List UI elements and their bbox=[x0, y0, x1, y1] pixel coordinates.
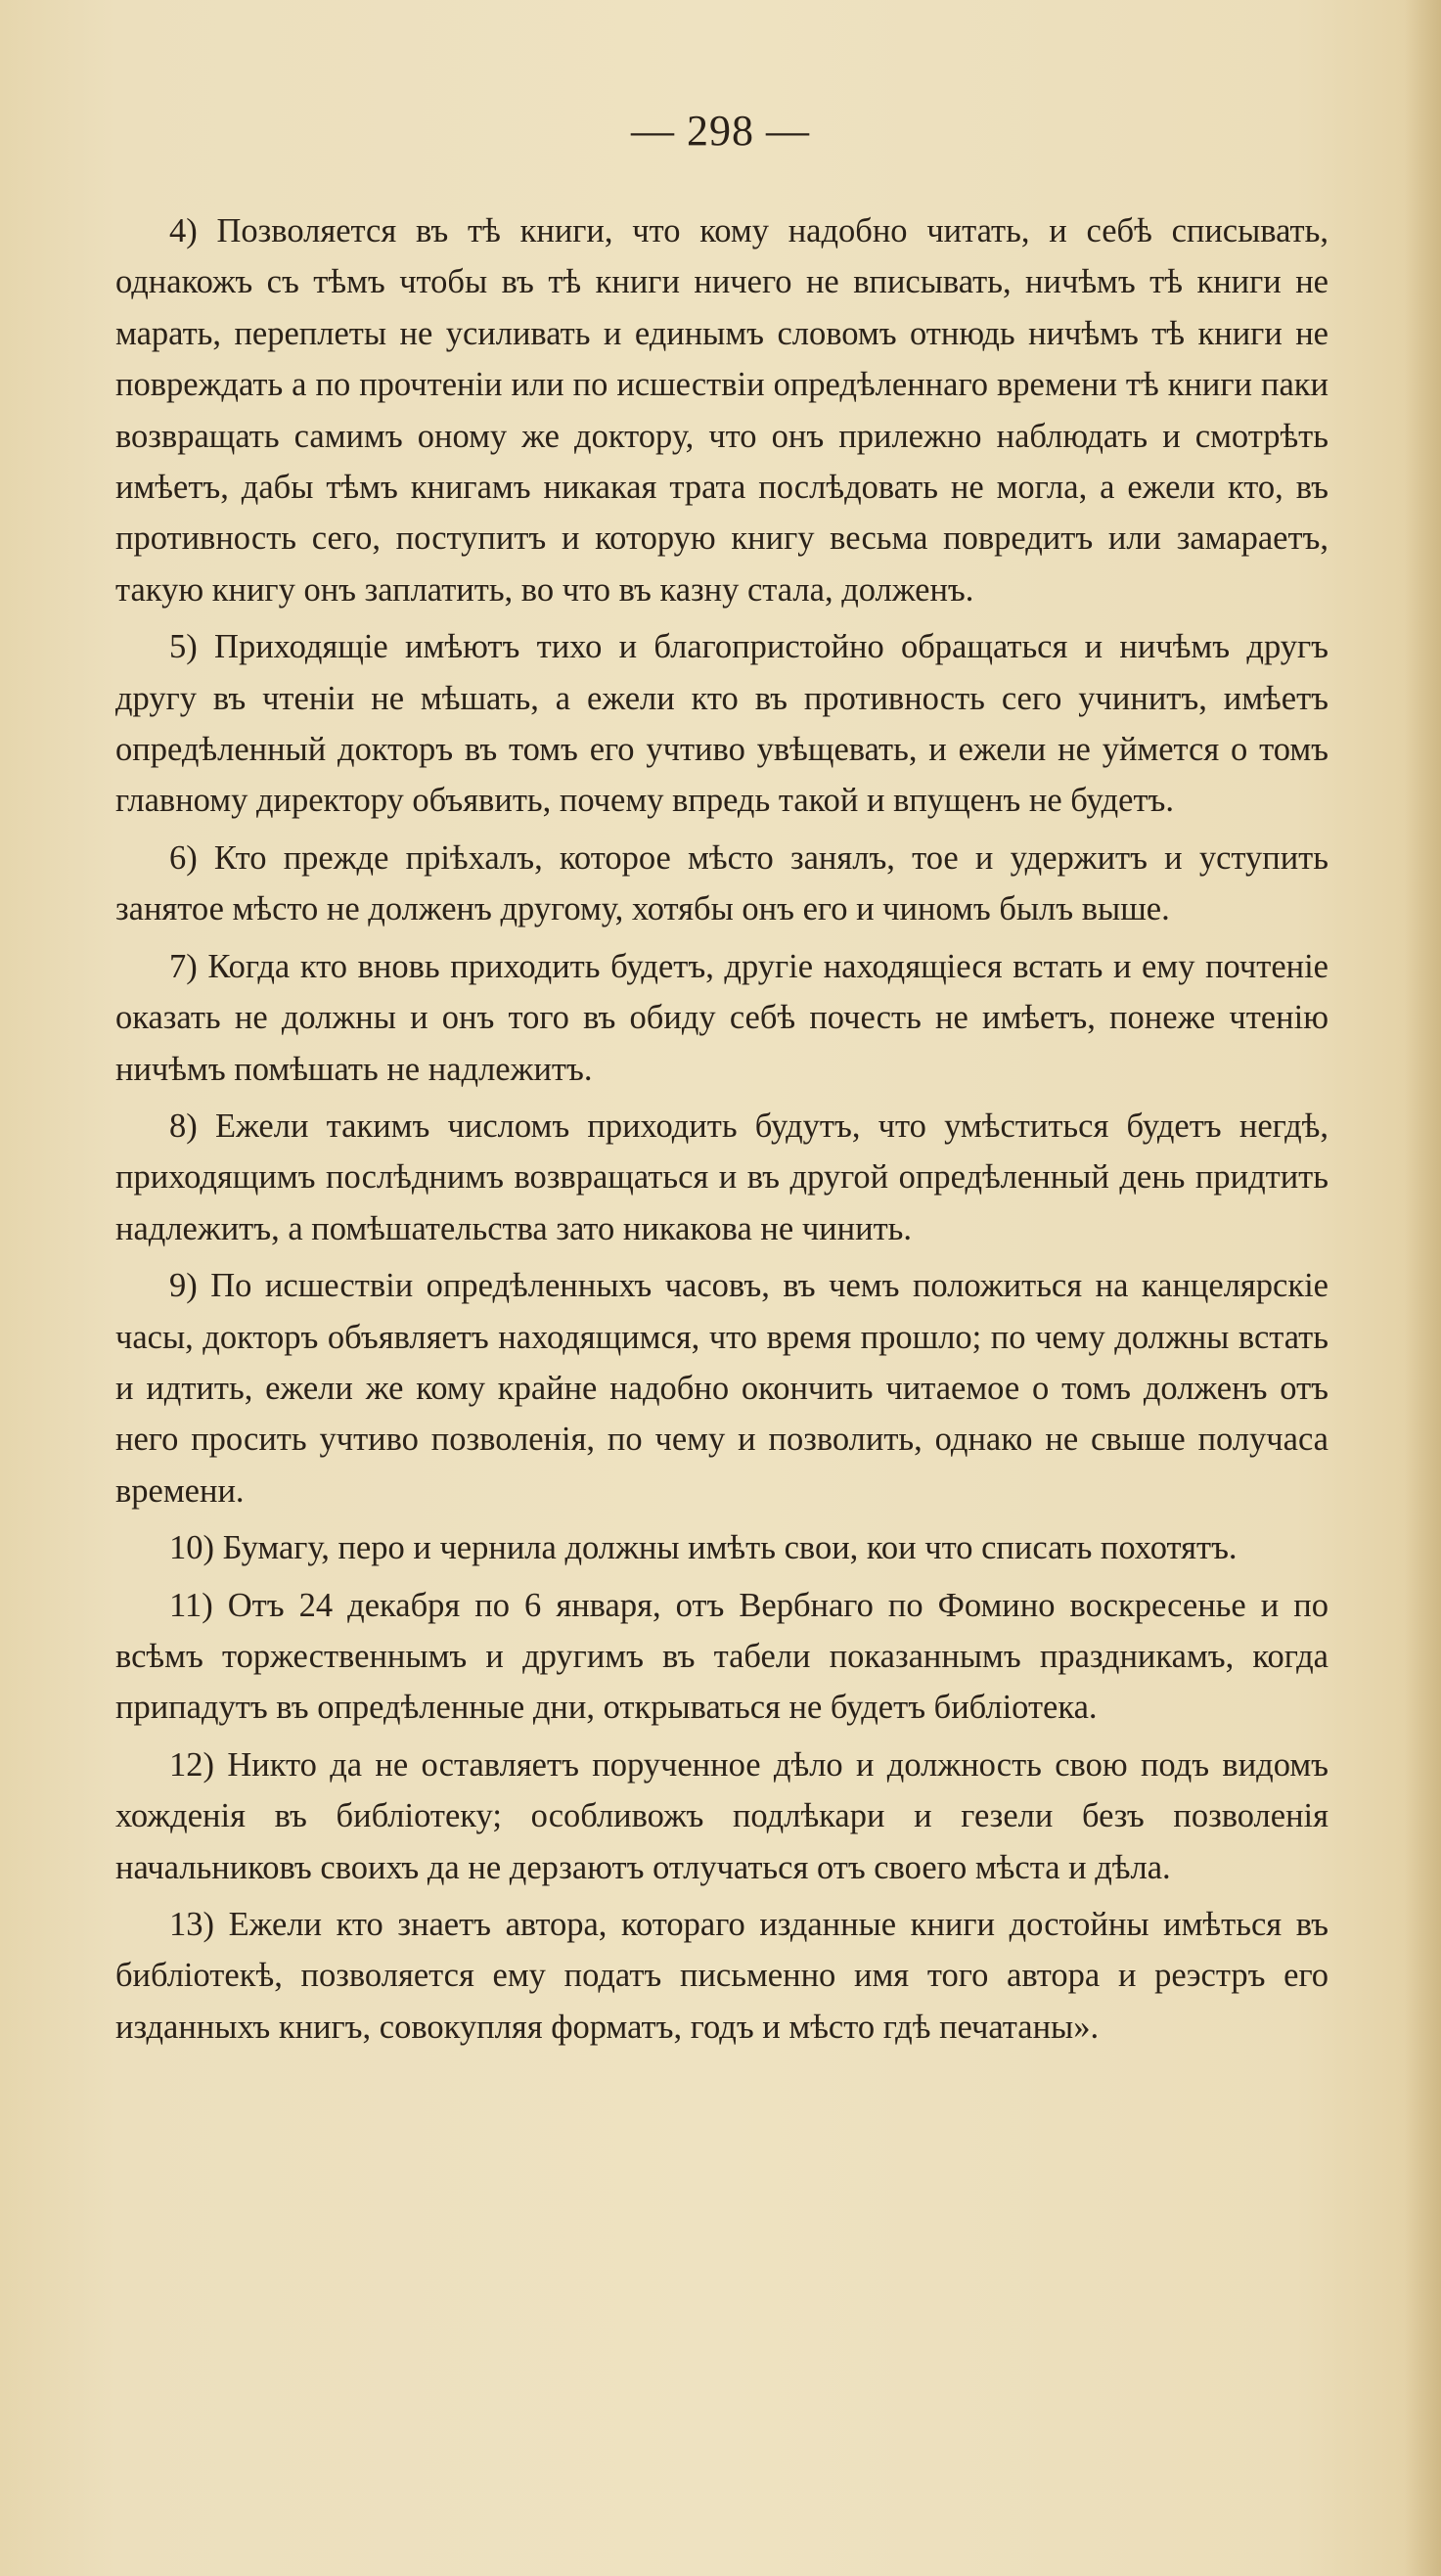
paragraph-rule-12: 12) Никто да не оставляетъ порученное дѣло и должность свою подъ видомъ хожденія въ библіотеку; особливожъ подлѣкари и гезели безъ позволенія начальниковъ своихъ да не дерзаютъ отлучаться отъ своего мѣста и дѣла. bbox=[115, 1745, 1328, 1886]
paragraph-rule-5: 5) Приходящіе имѣютъ тихо и благопристойно обращаться и ничѣмъ другъ другу въ чтеніи не мѣшать, а ежели кто въ противность сего учинитъ, имѣетъ опредѣленный докторъ въ томъ его учтиво увѣщевать, и ежели не уймется о томъ главному директору объявить, почему впредь такой и впущенъ не будетъ. bbox=[115, 628, 1328, 820]
page-edge-shading bbox=[1404, 0, 1441, 2576]
paragraph-rule-11: 11) Отъ 24 декабря по 6 января, отъ Вербнаго по Фомино воскресенье и по всѣмъ торжественнымъ и другимъ въ табели показаннымъ праздникамъ, когда припадутъ въ опредѣленные дни, открываться не будетъ библіотека. bbox=[115, 1586, 1328, 1727]
page-number: — 298 — bbox=[631, 107, 810, 155]
paragraph-rule-4: 4) Позволяется въ тѣ книги, что кому надобно читать, и себѣ списывать, однакожъ съ тѣмъ чтобы въ тѣ книги ничего не вписывать, ничѣмъ тѣ книги не марать, переплеты не усиливать и единымъ словомъ отнюдь ничѣмъ тѣ книги не повреждать а по прочтеніи или по исшествіи опредѣленнаго времени тѣ книги паки возвращать самимъ оному же доктору, что онъ прилежно наблюдать и смотрѣть имѣетъ, дабы тѣмъ книгамъ никакая трата послѣдовать не могла, а ежели кто, въ противность сего, поступитъ и которую книгу весьма повредитъ или замараетъ, такую книгу онъ заплатить, во что въ казну стала, долженъ. bbox=[115, 212, 1328, 609]
paragraph-rule-7: 7) Когда кто вновь приходить будетъ, другіе находящіеся встать и ему почтеніе оказать не должны и онъ того въ обиду себѣ почесть не имѣетъ, понеже чтенію ничѣмъ помѣшать не надлежитъ. bbox=[115, 947, 1328, 1088]
paragraph-rule-13: 13) Ежели кто знаетъ автора, котораго изданные книги достойны имѣться въ библіотекѣ, позволяется ему податъ письменно имя того автора и реэстръ его изданныхъ книгъ, совокупляя форматъ, годъ и мѣсто гдѣ печатаны». bbox=[115, 1906, 1328, 2046]
paragraph-rule-8: 8) Ежели такимъ числомъ приходить будутъ, что умѣститься будетъ негдѣ, приходящимъ послѣднимъ возвращаться и въ другой опредѣленный день придтить надлежитъ, а помѣшательства зато никакова не чинить. bbox=[115, 1107, 1328, 1247]
page-body bbox=[115, 205, 1328, 2058]
paragraph-rule-10: 10) Бумагу, перо и чернила должны имѣть свои, кои что списать похотятъ. bbox=[169, 1529, 1238, 1567]
paragraph-rule-9: 9) По исшествіи опредѣленныхъ часовъ, въ чемъ положиться на канцелярскіе часы, докторъ объявляетъ находящимся, что время прошло; по чему должны встать и идтить, ежели же кому крайне надобно окончить читаемое о томъ долженъ отъ него просить учтиво позволенія, по чему и позволить, однако не свыше получаса времени. bbox=[115, 1267, 1328, 1510]
paragraph-rule-6: 6) Кто прежде пріѣхалъ, которое мѣсто занялъ, тое и удержитъ и уступить занятое мѣсто не долженъ другому, хотябы онъ его и чиномъ былъ выше. bbox=[115, 838, 1328, 928]
